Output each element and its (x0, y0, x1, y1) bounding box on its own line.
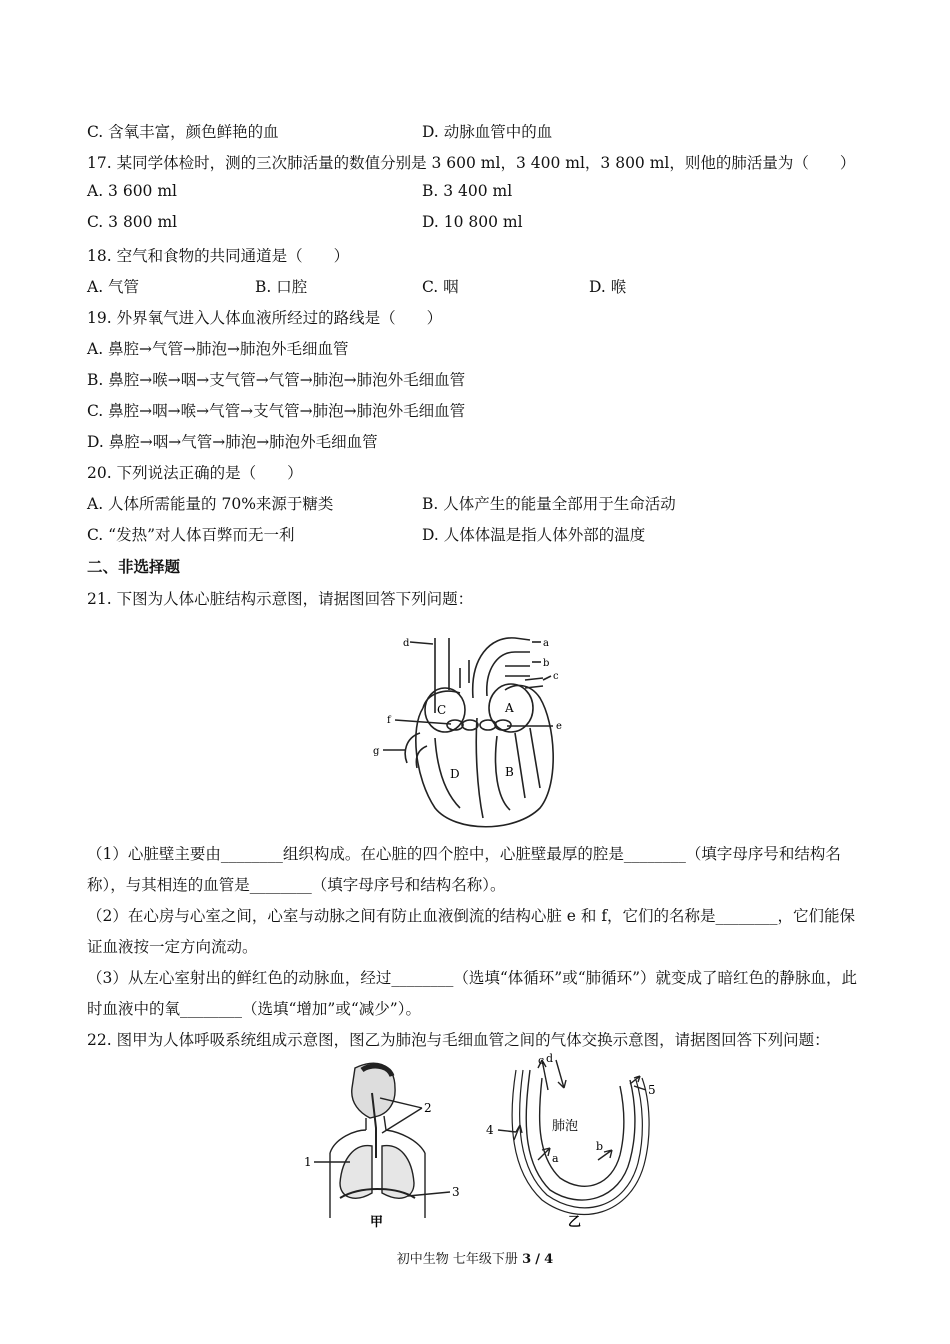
yi-label-5: 5 (648, 1083, 656, 1097)
page-footer (0, 1248, 950, 1267)
q21-part3: （3）从左心室射出的鲜红色的动脉血，经过________（选填“体循环”或“肺循环”）就变成了暗红色的静脉血，此时血液中的氧________（选填“增加”或“减少”）。 (87, 969, 858, 1018)
heart-label-D: D (450, 767, 460, 781)
q17-stem: 17. 某同学体检时，测的三次肺活量的数值分别是 3 600 ml，3 400 ml，3 800 ml，则他的肺活量为（ ） (87, 154, 856, 172)
q21-part1: （1）心脏壁主要由________组织构成。在心脏的四个腔中，心脏壁最厚的腔是________（填字母序号和结构名称），与其相连的血管是________（填字母序号和结构名称）。 (87, 845, 841, 894)
heart-diagram (365, 628, 585, 838)
q16-option-d: D. 动脉血管中的血 (422, 123, 553, 141)
yi-label-c: c (538, 1054, 545, 1067)
q17-option-b: B. 3 400 ml (422, 182, 513, 200)
heart-label-C: C (437, 703, 447, 717)
q22-stem: 22. 图甲为人体呼吸系统组成示意图，图乙为肺泡与毛细血管之间的气体交换示意图，请据图回答下列问题： (87, 1031, 830, 1049)
yi-label-4: 4 (486, 1123, 494, 1137)
q19-option-d: D. 鼻腔→咽→气管→肺泡→肺泡外毛细血管 (87, 433, 378, 451)
footer-page: 3 (522, 1252, 532, 1267)
q17-option-a: A. 3 600 ml (87, 182, 178, 200)
q18-stem: 18. 空气和食物的共同通道是（ ） (87, 247, 350, 265)
footer-total: 4 (544, 1252, 554, 1267)
q20-stem: 20. 下列说法正确的是（ ） (87, 464, 303, 482)
alveolus-exchange-figure (480, 1050, 670, 1230)
heart-label-b: b (543, 658, 550, 669)
heart-label-a: a (543, 638, 549, 649)
heart-label-c: c (553, 671, 559, 682)
q20-option-a: A. 人体所需能量的 70%来源于糖类 (87, 495, 334, 513)
q19-option-b: B. 鼻腔→喉→咽→支气管→气管→肺泡→肺泡外毛细血管 (87, 371, 466, 389)
q19-stem: 19. 外界氧气进入人体血液所经过的路线是（ ） (87, 309, 443, 327)
section-heading: 二、非选择题 (87, 557, 181, 576)
jia-label-1: 1 (304, 1155, 312, 1169)
q20-option-d: D. 人体体温是指人体外部的温度 (422, 526, 646, 544)
q18-option-a: A. 气管 (87, 278, 140, 296)
q17-option-c: C. 3 800 ml (87, 213, 178, 231)
q18-option-d: D. 喉 (589, 278, 627, 296)
q19-option-c: C. 鼻腔→咽→喉→气管→支气管→肺泡→肺泡外毛细血管 (87, 402, 466, 420)
q20-option-c: C. “发热”对人体百弊而无一利 (87, 526, 295, 544)
yi-label-d: d (546, 1052, 554, 1065)
heart-label-g: g (373, 746, 380, 757)
q18-option-c: C. 咽 (422, 278, 459, 296)
heart-label-d: d (403, 638, 410, 649)
heart-label-e: e (556, 721, 562, 732)
q16-option-c: C. 含氧丰富，颜色鲜艳的血 (87, 123, 279, 141)
jia-caption: 甲 (370, 1215, 384, 1230)
yi-label-a: a (552, 1152, 559, 1165)
heart-label-f: f (387, 715, 391, 726)
q20-option-b: B. 人体产生的能量全部用于生命活动 (422, 495, 676, 513)
respiratory-system-figure (300, 1058, 470, 1233)
yi-label-alveolus: 肺泡 (552, 1119, 579, 1134)
yi-label-b: b (596, 1140, 604, 1153)
q21-part2: （2）在心房与心室之间，心室与动脉之间有防止血液倒流的结构心脏 e 和 f，它们的名称是________，它们能保证血液按一定方向流动。 (87, 907, 856, 956)
q21-stem: 21. 下图为人体心脏结构示意图，请据图回答下列问题： (87, 590, 474, 608)
jia-label-3: 3 (452, 1185, 460, 1199)
q18-option-b: B. 口腔 (255, 278, 308, 296)
q19-option-a: A. 鼻腔→气管→肺泡→肺泡外毛细血管 (87, 340, 349, 358)
footer-text: 初中生物 七年级下册 (396, 1252, 518, 1267)
yi-caption: 乙 (568, 1215, 582, 1230)
jia-label-2: 2 (424, 1101, 432, 1115)
q17-option-d: D. 10 800 ml (422, 213, 523, 231)
heart-label-B: B (505, 765, 514, 779)
footer-sep: / (535, 1252, 541, 1267)
heart-label-A: A (505, 701, 514, 715)
